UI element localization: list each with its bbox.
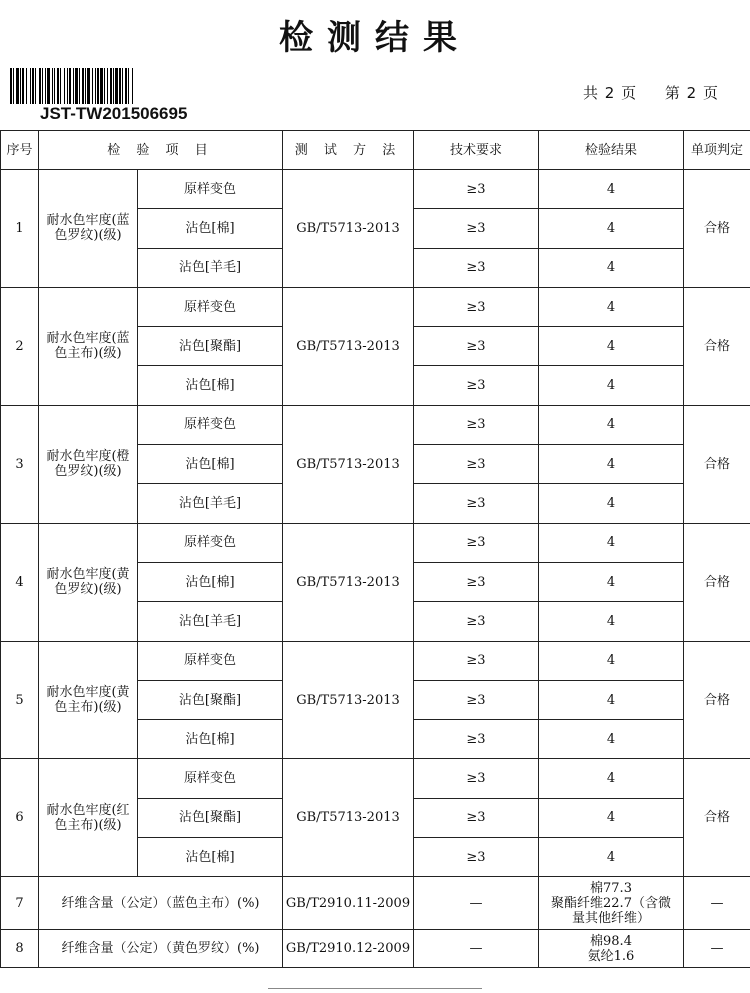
result: 4 xyxy=(539,484,684,523)
test-method: GB/T5713-2013 xyxy=(283,523,414,641)
requirement: ≥3 xyxy=(414,248,539,287)
requirement: ≥3 xyxy=(414,798,539,837)
test-item: 耐水色牢度(蓝色主布)(级) xyxy=(39,287,138,405)
result: 4 xyxy=(539,170,684,209)
result: 4 xyxy=(539,680,684,719)
table-header-row xyxy=(1,131,750,170)
barcode-bar xyxy=(110,68,112,104)
row-number: 6 xyxy=(1,759,39,877)
barcode-bar xyxy=(85,68,86,104)
col-header-item: 检 验 项 目 xyxy=(39,131,283,170)
barcode-bar xyxy=(97,68,99,104)
result: 4 xyxy=(539,641,684,680)
result-line: 氨纶1.6 xyxy=(587,948,635,964)
requirement: ≥3 xyxy=(414,680,539,719)
page-indicator xyxy=(583,82,718,103)
requirement: ≥3 xyxy=(414,523,539,562)
barcode-bar xyxy=(45,68,46,104)
table-row xyxy=(1,930,750,968)
barcode-bar xyxy=(82,68,84,104)
barcode-bar xyxy=(115,68,118,104)
barcode-bar xyxy=(75,68,78,104)
test-method: GB/T5713-2013 xyxy=(283,641,414,759)
verdict: 合格 xyxy=(684,170,750,288)
sub-item: 沾色[羊毛] xyxy=(138,484,283,523)
page-current: 第 2 页 xyxy=(664,84,718,102)
barcode-bar xyxy=(57,68,59,104)
sub-item: 沾色[棉] xyxy=(138,562,283,601)
row-number: 1 xyxy=(1,170,39,288)
barcode-bar xyxy=(10,68,12,104)
sub-item: 原样变色 xyxy=(138,523,283,562)
barcode-bar xyxy=(54,68,55,104)
report-number: JST-TW201506695 xyxy=(40,104,188,123)
result: 4 xyxy=(539,248,684,287)
barcode-bar xyxy=(125,68,127,104)
result: 4 xyxy=(539,405,684,444)
result: 4 xyxy=(539,366,684,405)
table-row xyxy=(1,405,750,444)
test-item: 纤维含量（公定）（黄色罗纹）(%) xyxy=(39,930,283,968)
sub-item: 沾色[羊毛] xyxy=(138,602,283,641)
col-header-no: 序号 xyxy=(1,131,39,170)
result xyxy=(539,877,684,930)
barcode-bar xyxy=(30,68,31,104)
col-header-requirement: 技术要求 xyxy=(414,131,539,170)
requirement: ≥3 xyxy=(414,170,539,209)
test-item: 耐水色牢度(红色主布)(级) xyxy=(39,759,138,877)
barcode-bar xyxy=(13,68,14,104)
sub-item: 原样变色 xyxy=(138,759,283,798)
table-row xyxy=(1,287,750,326)
test-item: 耐水色牢度(黄色罗纹)(级) xyxy=(39,523,138,641)
row-number: 7 xyxy=(1,877,39,930)
result: 4 xyxy=(539,838,684,877)
test-item: 耐水色牢度(黄色主布)(级) xyxy=(39,641,138,759)
barcode-bar xyxy=(100,68,103,104)
table-row xyxy=(1,759,750,798)
result: 4 xyxy=(539,523,684,562)
requirement: ≥3 xyxy=(414,484,539,523)
col-header-result: 检验结果 xyxy=(539,131,684,170)
barcode-bar xyxy=(87,68,90,104)
barcode-bar xyxy=(113,68,114,104)
test-method: GB/T2910.11-2009 xyxy=(283,877,414,930)
verdict: 合格 xyxy=(684,759,750,877)
result: 4 xyxy=(539,759,684,798)
result-line: 棉98.4 xyxy=(590,933,632,949)
sub-item: 沾色[棉] xyxy=(138,838,283,877)
requirement: ≥3 xyxy=(414,720,539,759)
requirement: ≥3 xyxy=(414,366,539,405)
row-number: 8 xyxy=(1,930,39,968)
barcode-bar xyxy=(47,68,50,104)
result-line: 量其他纤维） xyxy=(571,910,650,926)
test-method: GB/T2910.12-2009 xyxy=(283,930,414,968)
result: 4 xyxy=(539,720,684,759)
row-number: 4 xyxy=(1,523,39,641)
row-number: 3 xyxy=(1,405,39,523)
barcode-bar xyxy=(26,68,27,104)
sub-item: 沾色[棉] xyxy=(138,209,283,248)
sub-item: 沾色[棉] xyxy=(138,445,283,484)
requirement: — xyxy=(414,877,539,930)
barcode-bar xyxy=(67,68,68,104)
barcode-bar xyxy=(95,68,96,104)
requirement: ≥3 xyxy=(414,602,539,641)
sub-item: 沾色[聚酯] xyxy=(138,327,283,366)
requirement: ≥3 xyxy=(414,641,539,680)
table-row xyxy=(1,641,750,680)
barcode-bar xyxy=(20,68,21,104)
sub-item: 原样变色 xyxy=(138,287,283,326)
sub-item: 沾色[棉] xyxy=(138,366,283,405)
barcode-bar xyxy=(73,68,74,104)
barcode-bar xyxy=(132,68,133,104)
verdict: 合格 xyxy=(684,641,750,759)
barcode-bar xyxy=(119,68,121,104)
sub-item: 沾色[棉] xyxy=(138,720,283,759)
barcode-bar xyxy=(92,68,93,104)
test-item: 耐水色牢度(橙色罗纹)(级) xyxy=(39,405,138,523)
table-row xyxy=(1,877,750,930)
sub-item: 沾色[聚酯] xyxy=(138,798,283,837)
result: 4 xyxy=(539,445,684,484)
test-method: GB/T5713-2013 xyxy=(283,287,414,405)
barcode-bar xyxy=(79,68,80,104)
sub-item: 原样变色 xyxy=(138,405,283,444)
test-item: 纤维含量（公定）（蓝色主布）(%) xyxy=(39,877,283,930)
barcode-bar xyxy=(107,68,108,104)
result-line: 聚酯纤维22.7（含微 xyxy=(551,895,671,911)
barcode xyxy=(10,68,226,104)
barcode-bar xyxy=(16,68,19,104)
result: 4 xyxy=(539,562,684,601)
report-title: 检测结果 xyxy=(279,18,471,58)
result: 4 xyxy=(539,602,684,641)
barcode-bar xyxy=(32,68,34,104)
barcode-bar xyxy=(69,68,71,104)
barcode-bar xyxy=(52,68,53,104)
barcode-bar xyxy=(42,68,43,104)
test-method: GB/T5713-2013 xyxy=(283,405,414,523)
barcode-bar xyxy=(104,68,105,104)
row-number: 2 xyxy=(1,287,39,405)
barcode-bar xyxy=(22,68,24,104)
result: 4 xyxy=(539,798,684,837)
row-number: 5 xyxy=(1,641,39,759)
test-method: GB/T5713-2013 xyxy=(283,759,414,877)
sub-item: 原样变色 xyxy=(138,641,283,680)
requirement: ≥3 xyxy=(414,562,539,601)
barcode-bar xyxy=(128,68,129,104)
requirement: ≥3 xyxy=(414,287,539,326)
verdict: 合格 xyxy=(684,405,750,523)
requirement: ≥3 xyxy=(414,209,539,248)
requirement: ≥3 xyxy=(414,445,539,484)
verdict: 合格 xyxy=(684,523,750,641)
table-row xyxy=(1,170,750,209)
result: 4 xyxy=(539,287,684,326)
result: 4 xyxy=(539,209,684,248)
requirement: ≥3 xyxy=(414,759,539,798)
barcode-bar xyxy=(39,68,41,104)
test-item: 耐水色牢度(蓝色罗纹)(级) xyxy=(39,170,138,288)
barcode-bar xyxy=(35,68,36,104)
verdict: — xyxy=(684,930,750,968)
barcode-bar xyxy=(60,68,61,104)
requirement: ≥3 xyxy=(414,838,539,877)
verdict: 合格 xyxy=(684,287,750,405)
sub-item: 沾色[聚酯] xyxy=(138,680,283,719)
barcode-bar xyxy=(64,68,65,104)
requirement: ≥3 xyxy=(414,327,539,366)
result xyxy=(539,930,684,968)
result-line: 棉77.3 xyxy=(590,880,632,896)
barcode-bar xyxy=(122,68,123,104)
sub-item: 原样变色 xyxy=(138,170,283,209)
requirement: ≥3 xyxy=(414,405,539,444)
result: 4 xyxy=(539,327,684,366)
results-table xyxy=(0,130,750,968)
requirement: — xyxy=(414,930,539,968)
verdict: — xyxy=(684,877,750,930)
footer-divider xyxy=(268,988,482,989)
sub-item: 沾色[羊毛] xyxy=(138,248,283,287)
table-row xyxy=(1,523,750,562)
col-header-method: 测 试 方 法 xyxy=(283,131,414,170)
test-method: GB/T5713-2013 xyxy=(283,170,414,288)
col-header-verdict: 单项判定 xyxy=(684,131,750,170)
page-total: 共 2 页 xyxy=(583,84,637,102)
